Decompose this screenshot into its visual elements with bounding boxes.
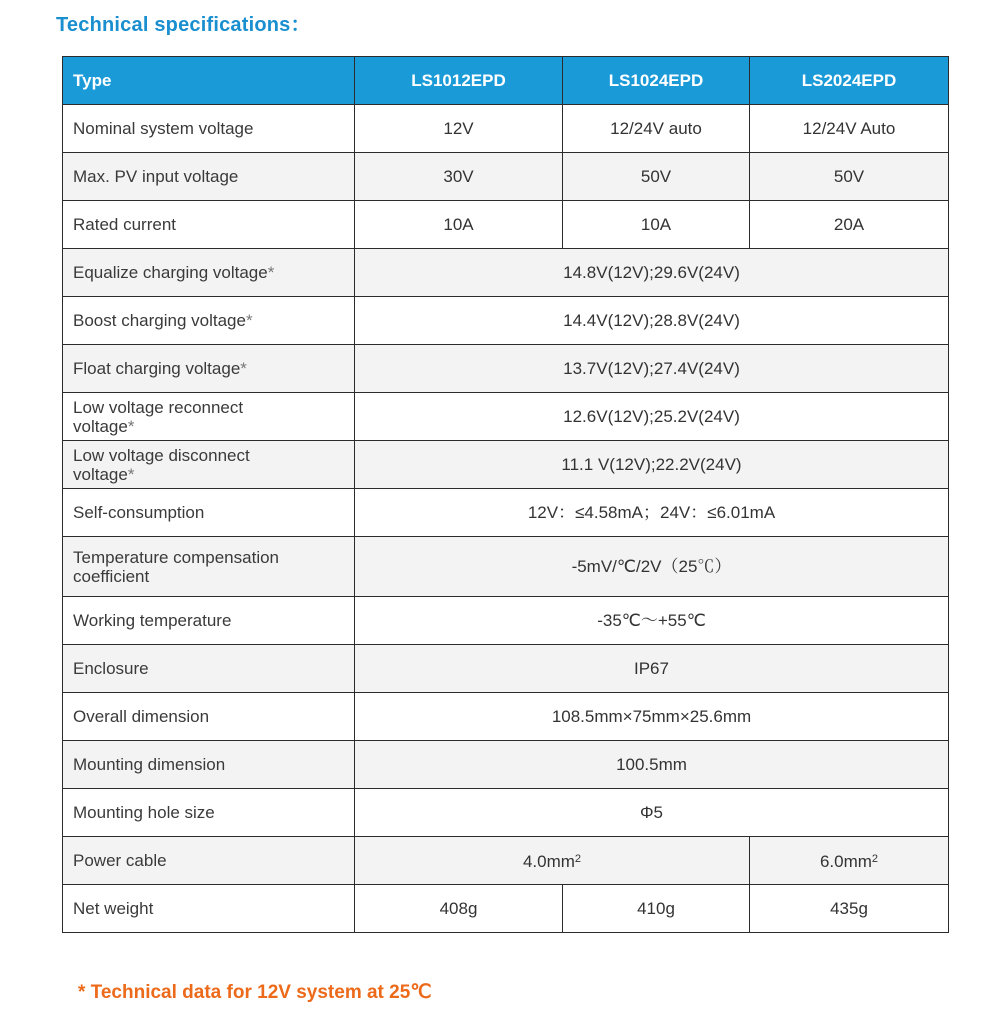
table-row [63,693,949,741]
page-title: Technical specifications： [56,14,311,36]
table-row [63,489,949,537]
header-model-2: LS1024EPD [563,57,750,105]
cable-size-text: 6.0mm [819,852,872,871]
row-label: Mounting hole size [63,789,355,837]
cable-size-text: 4.0mm [522,852,575,871]
row-label: Temperature compensation coefficient [63,537,355,597]
row-label-text: Boost charging voltage [73,311,246,330]
row-label: Enclosure [63,645,355,693]
row-label: Max. PV input voltage [63,153,355,201]
table-row [63,537,949,597]
cell-value: 14.8V(12V);29.6V(24V) [355,249,949,297]
cell-value: 20A [750,201,949,249]
table-row [63,741,949,789]
superscript: 2 [574,853,582,865]
asterisk-mark: * [245,311,253,330]
asterisk-mark: * [127,464,135,484]
table-row [63,297,949,345]
cell-value: 50V [563,153,750,201]
cell-value [355,837,750,885]
cell-value: 12/24V Auto [750,105,949,153]
asterisk-mark: * [240,359,247,378]
cell-value: 30V [355,153,563,201]
row-label: Net weight [63,885,355,933]
cell-value: Φ5 [355,789,949,837]
cell-value: 13.7V(12V);27.4V(24V) [355,345,949,393]
cell-value: 10A [563,201,750,249]
cell-value [750,837,949,885]
row-label [63,393,355,441]
table-row [63,597,949,645]
row-label [63,441,355,489]
row-label-text: Low voltage reconnect voltage [73,397,244,436]
row-label: Working temperature [63,597,355,645]
table-header-row [63,57,949,105]
cell-value: IP67 [355,645,949,693]
row-label: Mounting dimension [63,741,355,789]
table-row [63,885,949,933]
row-label: Power cable [63,837,355,885]
cell-value: 50V [750,153,949,201]
table-row [63,441,949,489]
cell-value: 12V：≤4.58mA；24V：≤6.01mA [355,489,949,537]
table-row [63,105,949,153]
table-row [63,153,949,201]
cell-value: 11.1 V(12V);22.2V(24V) [355,441,949,489]
spec-table [62,56,949,933]
row-label [63,297,355,345]
cell-value: 12.6V(12V);25.2V(24V) [355,393,949,441]
asterisk-mark: * [267,263,275,282]
table-row [63,789,949,837]
cell-value: -5mV/℃/2V（25℃） [355,537,949,597]
row-label [63,345,355,393]
asterisk-mark: * [127,416,135,436]
table-row [63,645,949,693]
cell-value: 408g [355,885,563,933]
header-model-1: LS1012EPD [355,57,563,105]
table-row [63,249,949,297]
table-row [63,837,949,885]
cell-value: 12V [355,105,563,153]
row-label-text: Equalize charging voltage [73,263,268,282]
cell-value: 14.4V(12V);28.8V(24V) [355,297,949,345]
row-label-text: Low voltage disconnect voltage [73,445,250,484]
cell-value: -35℃～+55℃ [355,597,949,645]
cell-value: 435g [750,885,949,933]
superscript: 2 [871,853,879,865]
row-label: Nominal system voltage [63,105,355,153]
cell-value: 108.5mm×75mm×25.6mm [355,693,949,741]
table-row [63,201,949,249]
cell-value: 10A [355,201,563,249]
row-label-text: Float charging voltage [73,359,241,378]
row-label: Rated current [63,201,355,249]
header-type: Type [63,57,355,105]
cell-value: 410g [563,885,750,933]
table-row [63,345,949,393]
row-label [63,249,355,297]
row-label: Overall dimension [63,693,355,741]
table-row [63,393,949,441]
row-label: Self-consumption [63,489,355,537]
cell-value: 100.5mm [355,741,949,789]
footnote: * Technical data for 12V system at 25℃ [78,982,432,1003]
header-model-3: LS2024EPD [750,57,949,105]
cell-value: 12/24V auto [563,105,750,153]
